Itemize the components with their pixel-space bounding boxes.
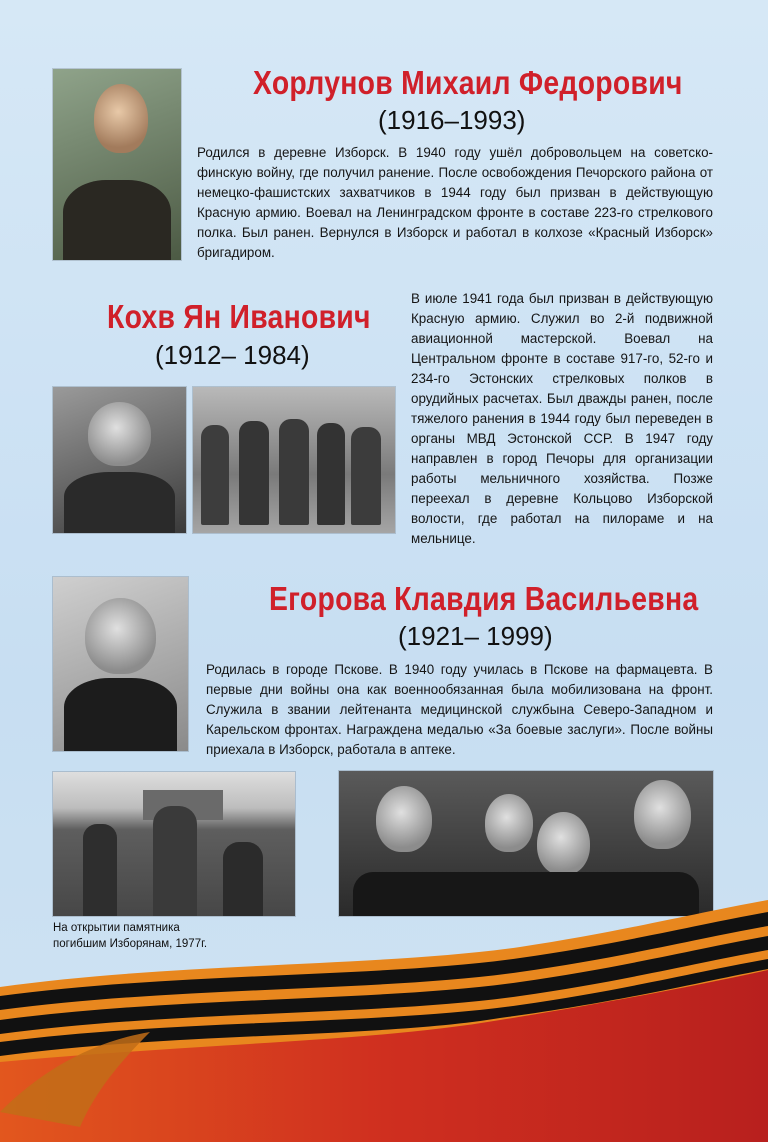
person-name-kokhv: Кохв Ян Иванович — [107, 298, 371, 335]
portrait-kokhv — [53, 387, 186, 533]
portrait-egorova — [53, 577, 188, 751]
person-bio-khorlunov: Родился в деревне Изборск. В 1940 году ушёл добровольцем на советско-финскую войну, где получил ранение. После освобождения Печорского района от немецко-фашистских захватчиков в 1944 году был призван в действующую Красную армию. Воевал на Ленинградском фронте в составе 223-го стрелкового полка. Был ранен. Вернулся в Изборск и работал в колхозе «Красный Изборск» бригадиром. — [197, 145, 713, 260]
person-years-khorlunov: (1916–1993) — [378, 105, 526, 135]
person-bio-egorova: Родилась в городе Пскове. В 1940 году училась в Пскове на фармацевта. В первые дни войны она как военнообязанная была мобилизована на фронт. Служила в звании лейтенанта медицинской службына Северо-Западном и Карельском фронтах. Награждена медалью «За боевые заслуги». После войны приехала в Изборск, работала в аптеке. — [206, 662, 713, 757]
person-years-kokhv: (1912– 1984) — [155, 340, 310, 370]
person-years-egorova: (1921– 1999) — [398, 621, 553, 651]
group-photo-soldiers — [193, 387, 395, 533]
person-name-egorova: Егорова Клавдия Васильевна — [269, 580, 699, 617]
st-george-ribbon — [0, 892, 768, 1142]
photo-caption: На открытии памятника погибшим Изборянам, 1977г. — [53, 922, 208, 950]
person-name-khorlunov: Хорлунов Михаил Федорович — [253, 64, 683, 101]
person-bio-kokhv: В июле 1941 года был призван в действующую Красную армию. Служил во 2-й подвижной авиационной мастерской. Воевал на Центральном фронте в составе 917-го, 52-го и 234-го Эстонских стрелковых полков в орудийных расчетах. Был дважды ранен, после тяжелого ранения в 1944 году был переведен в органы МВД Эстонской ССР. В 1947 году направлен в город Печоры для организации работы мельничного хозяйства. Позже переехал в деревне Кольцово Изборской волости, где работал на пилораме и на мельнице. — [411, 291, 713, 546]
portrait-khorlunov — [53, 69, 181, 260]
